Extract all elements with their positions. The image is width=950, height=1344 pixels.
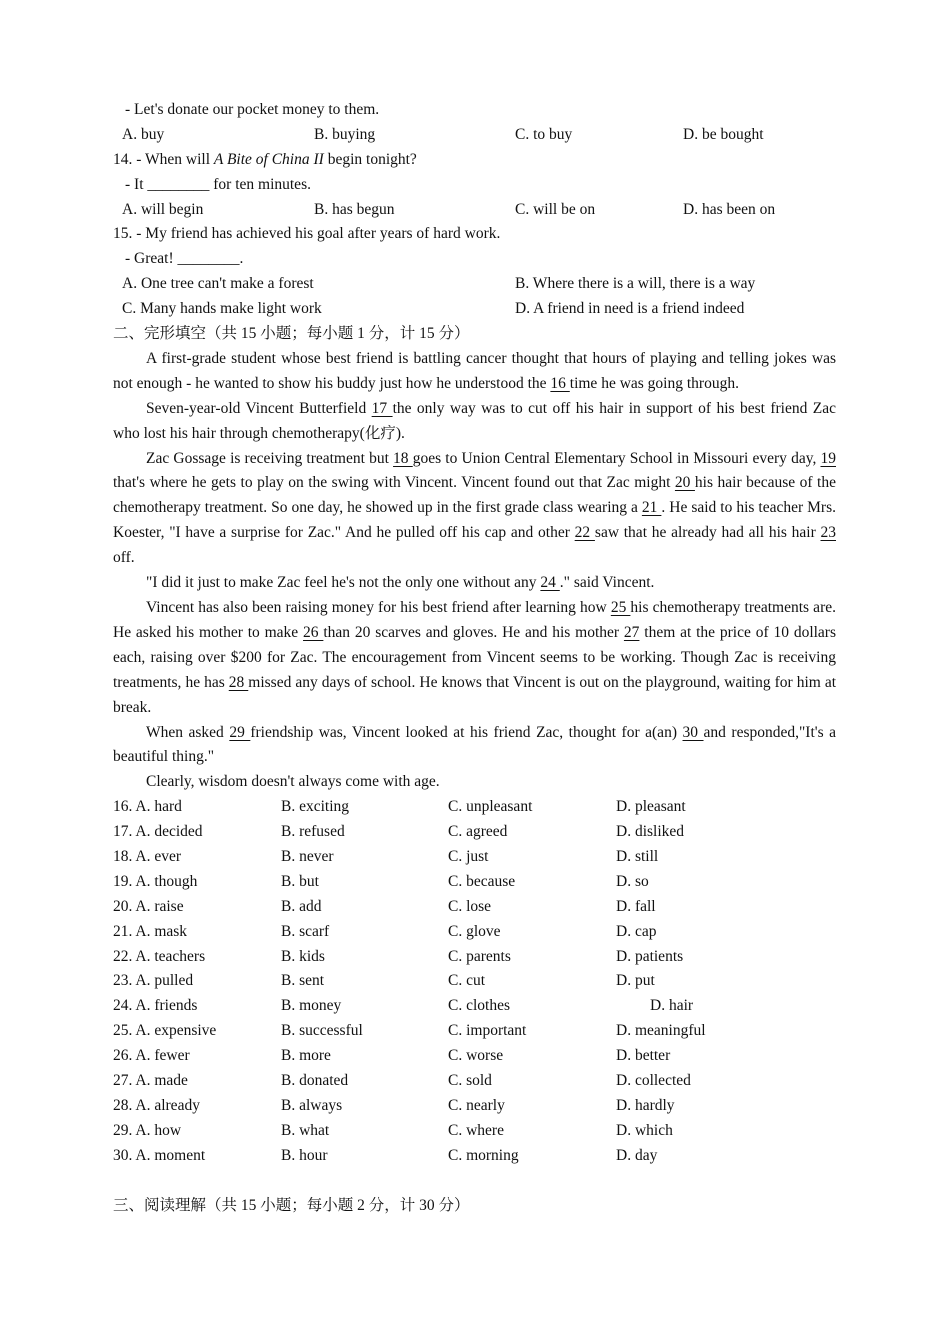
q13-options bbox=[113, 123, 836, 148]
choice-row-25 bbox=[113, 1019, 836, 1044]
choice-18-c: C. just bbox=[448, 848, 489, 865]
q14-prompt bbox=[113, 148, 836, 173]
q13-option-a: A. buy bbox=[122, 125, 165, 143]
blank-26: 26 bbox=[303, 623, 324, 641]
q14-option-d: D. has been on bbox=[683, 200, 776, 218]
choice-23-a: 23. A. pulled bbox=[113, 972, 194, 990]
choice-30-c: C. morning bbox=[448, 1146, 519, 1164]
choice-24-a: 24. A. friends bbox=[113, 997, 198, 1015]
choice-22-a: 22. A. teachers bbox=[113, 947, 206, 965]
choice-17-c: C. agreed bbox=[448, 823, 508, 841]
text: goes to Union Central Elementary School in Missouri every day, bbox=[412, 449, 821, 467]
choice-19-c: C. because bbox=[448, 872, 516, 890]
cloze-paragraph-2 bbox=[113, 397, 836, 447]
choice-row-18 bbox=[113, 845, 836, 870]
choice-row-16 bbox=[113, 795, 836, 820]
choice-27-b: B. donated bbox=[281, 1072, 349, 1090]
choice-18-b: B. never bbox=[281, 848, 334, 865]
cloze-paragraph-3 bbox=[113, 447, 836, 572]
blank-27: 27 bbox=[623, 623, 640, 641]
choice-26-d: D. better bbox=[616, 1047, 671, 1065]
q14-prompt-suffix: begin tonight? bbox=[323, 150, 417, 168]
choice-row-19 bbox=[113, 870, 836, 895]
choice-19-a: 19. A. though bbox=[113, 872, 198, 890]
q15-prompt: 15. - My friend has achieved his goal after years of hard work. bbox=[113, 225, 501, 243]
text: A first-grade student whose best friend is battling cancer thought that hours of playing and telling jokes was not enough - he wanted to show his buddy just how he understood the bbox=[113, 349, 836, 392]
choice-25-a: 25. A. expensive bbox=[113, 1022, 217, 1040]
text: his hair because of the chemotherapy treatment. So one day, he showed up in the first grade class wearing a bbox=[113, 474, 836, 517]
text: that's where he gets to play on the swing with Vincent. Vincent found out that Zac might bbox=[113, 474, 675, 492]
text: than 20 scarves and gloves. He and his mother bbox=[323, 623, 624, 641]
cloze-paragraph-1 bbox=[113, 347, 836, 397]
choice-16-a: 16. A. hard bbox=[113, 798, 182, 816]
q13-option-d: D. be bought bbox=[683, 125, 764, 143]
choice-row-30 bbox=[113, 1144, 836, 1169]
choice-16-c: C. unpleasant bbox=[448, 798, 533, 816]
text: time he was going through. bbox=[569, 374, 739, 392]
blank-21: 21 bbox=[641, 499, 662, 517]
choice-22-b: B. kids bbox=[281, 947, 325, 965]
q15-reply: - Great! ________. bbox=[125, 250, 244, 268]
text: friendship was, Vincent looked at his friend Zac, thought for a(an) bbox=[250, 723, 683, 741]
text: the only way was to cut off his hair in support of his best friend Zac who lost his hair through chemotherapy(化疗). bbox=[113, 399, 837, 442]
text: his chemotherapy treatments are. He asked his mother to make bbox=[113, 598, 836, 641]
choice-row-17 bbox=[113, 820, 836, 845]
choice-25-c: C. important bbox=[448, 1022, 527, 1040]
choice-16-d: D. pleasant bbox=[616, 798, 686, 816]
choice-20-d: D. fall bbox=[616, 897, 656, 915]
choice-17-d: D. disliked bbox=[616, 823, 685, 841]
choice-row-22 bbox=[113, 945, 836, 970]
q14-reply: - It ________ for ten minutes. bbox=[125, 175, 311, 193]
blank-17: 17 bbox=[371, 399, 393, 417]
choice-24-b: B. money bbox=[281, 997, 342, 1015]
blank-20: 20 bbox=[674, 474, 695, 492]
choice-22-c: C. parents bbox=[448, 947, 511, 965]
choice-21-c: C. glove bbox=[448, 922, 501, 940]
cloze-paragraph-5 bbox=[113, 596, 836, 721]
text: Zac Gossage is receiving treatment but bbox=[146, 449, 394, 467]
choice-20-a: 20. A. raise bbox=[113, 897, 184, 915]
q14-option-c: C. will be on bbox=[515, 200, 596, 218]
choice-row-26 bbox=[113, 1044, 836, 1069]
choice-25-b: B. successful bbox=[281, 1022, 363, 1040]
exam-page bbox=[113, 98, 836, 1218]
blank-18: 18 bbox=[393, 449, 413, 467]
q14-option-b: B. has begun bbox=[314, 200, 395, 218]
q14-prompt-prefix: 14. - When will bbox=[113, 150, 214, 168]
choice-16-b: B. exciting bbox=[281, 798, 350, 816]
blank-19: 19 bbox=[820, 449, 836, 467]
q13-option-b: B. buying bbox=[314, 125, 376, 143]
q14-options bbox=[113, 198, 836, 223]
text: ." said Vincent. bbox=[559, 574, 655, 592]
choice-17-b: B. refused bbox=[281, 823, 345, 841]
choice-27-a: 27. A. made bbox=[113, 1072, 188, 1090]
choice-row-24 bbox=[113, 994, 836, 1019]
choice-25-d: D. meaningful bbox=[616, 1022, 706, 1040]
choice-21-a: 21. A. mask bbox=[113, 922, 188, 940]
choice-row-23 bbox=[113, 969, 836, 994]
choice-row-20 bbox=[113, 895, 836, 920]
section3-heading: 三、阅读理解（共 15 小题；每小题 2 分，计 30 分） bbox=[113, 1196, 470, 1214]
q15-option-a: A. One tree can't make a forest bbox=[122, 275, 314, 293]
text: off. bbox=[113, 549, 135, 567]
text: saw that he already had all his hair bbox=[594, 524, 821, 542]
choice-21-d: D. cap bbox=[616, 922, 657, 940]
choice-21-b: B. scarf bbox=[281, 922, 330, 940]
choice-23-c: C. cut bbox=[448, 972, 486, 990]
choice-26-a: 26. A. fewer bbox=[113, 1047, 190, 1065]
text: . He said to his teacher Mrs. Koester, "I have a surprise for Zac." And he pulled off his cap and other bbox=[113, 499, 836, 542]
text: "I did it just to make Zac feel he's not the only one without any bbox=[146, 574, 541, 592]
choice-row-29 bbox=[113, 1119, 836, 1144]
blank-23: 23 bbox=[820, 524, 836, 542]
cloze-paragraph-7: Clearly, wisdom doesn't always come with age. bbox=[146, 773, 440, 791]
choice-18-d: D. still bbox=[616, 848, 659, 865]
text: and responded,"It's a beautiful thing." bbox=[113, 723, 836, 766]
choice-29-c: C. where bbox=[448, 1121, 504, 1139]
blank-22: 22 bbox=[574, 524, 595, 542]
choice-19-b: B. but bbox=[281, 872, 319, 890]
choice-30-d: D. day bbox=[616, 1146, 658, 1164]
q14-option-a: A. will begin bbox=[122, 200, 204, 218]
section2-heading: 二、完形填空（共 15 小题；每小题 1 分，计 15 分） bbox=[113, 325, 470, 343]
choice-29-a: 29. A. how bbox=[113, 1121, 182, 1139]
text: Seven-year-old Vincent Butterfield bbox=[146, 399, 372, 417]
choice-28-a: 28. A. already bbox=[113, 1096, 200, 1114]
q15-options-row1 bbox=[113, 272, 836, 297]
choice-17-a: 17. A. decided bbox=[113, 823, 203, 841]
choice-28-b: B. always bbox=[281, 1096, 343, 1114]
choice-row-21 bbox=[113, 920, 836, 945]
blank-28: 28 bbox=[228, 673, 249, 691]
choice-22-d: D. patients bbox=[616, 947, 684, 965]
choice-29-d: D. which bbox=[616, 1121, 673, 1139]
choice-27-c: C. sold bbox=[448, 1072, 492, 1090]
choice-20-b: B. add bbox=[281, 897, 322, 915]
q15-option-d: D. A friend in need is a friend indeed bbox=[515, 300, 745, 318]
text: Vincent has also been raising money for his best friend after learning how bbox=[146, 598, 611, 616]
blank-25: 25 bbox=[610, 598, 631, 616]
choice-20-c: C. lose bbox=[448, 897, 492, 915]
blank-29: 29 bbox=[229, 723, 251, 741]
q14-prompt-title: A Bite of China II bbox=[213, 150, 324, 168]
choice-19-d: D. so bbox=[616, 872, 649, 890]
choice-23-d: D. put bbox=[616, 972, 655, 990]
choice-row-27 bbox=[113, 1069, 836, 1094]
choice-27-d: D. collected bbox=[616, 1072, 691, 1090]
choice-29-b: B. what bbox=[281, 1121, 330, 1139]
blank-24: 24 bbox=[540, 574, 560, 592]
cloze-paragraph-4 bbox=[113, 571, 836, 596]
q15-option-b: B. Where there is a will, there is a way bbox=[515, 275, 756, 293]
q15-options-row2 bbox=[113, 297, 836, 322]
text: missed any days of school. He knows that Vincent is out on the playground, waiting for him at break. bbox=[113, 673, 837, 716]
blank-30: 30 bbox=[682, 723, 704, 741]
choice-26-b: B. more bbox=[281, 1047, 331, 1065]
choice-23-b: B. sent bbox=[281, 972, 325, 990]
choice-24-c: C. clothes bbox=[448, 997, 510, 1015]
blank-16: 16 bbox=[550, 374, 570, 392]
choice-28-c: C. nearly bbox=[448, 1096, 505, 1114]
q15-option-c: C. Many hands make light work bbox=[122, 300, 322, 318]
choice-24-d: D. hair bbox=[650, 997, 694, 1015]
text: them at the price of 10 dollars each, raising over $200 for Zac. The encouragement from Vincent seems to be working. Though Zac is receiving treatments, he has bbox=[113, 623, 836, 691]
choice-30-a: 30. A. moment bbox=[113, 1146, 206, 1164]
cloze-choices bbox=[113, 795, 836, 1168]
cloze-paragraph-6 bbox=[113, 721, 836, 771]
q13-prompt: - Let's donate our pocket money to them. bbox=[125, 101, 380, 118]
choice-28-d: D. hardly bbox=[616, 1096, 675, 1114]
q13-option-c: C. to buy bbox=[515, 125, 573, 143]
choice-26-c: C. worse bbox=[448, 1047, 504, 1065]
choice-30-b: B. hour bbox=[281, 1146, 328, 1164]
text: When asked bbox=[146, 723, 230, 741]
choice-18-a: 18. A. ever bbox=[113, 848, 182, 865]
choice-row-28 bbox=[113, 1094, 836, 1119]
